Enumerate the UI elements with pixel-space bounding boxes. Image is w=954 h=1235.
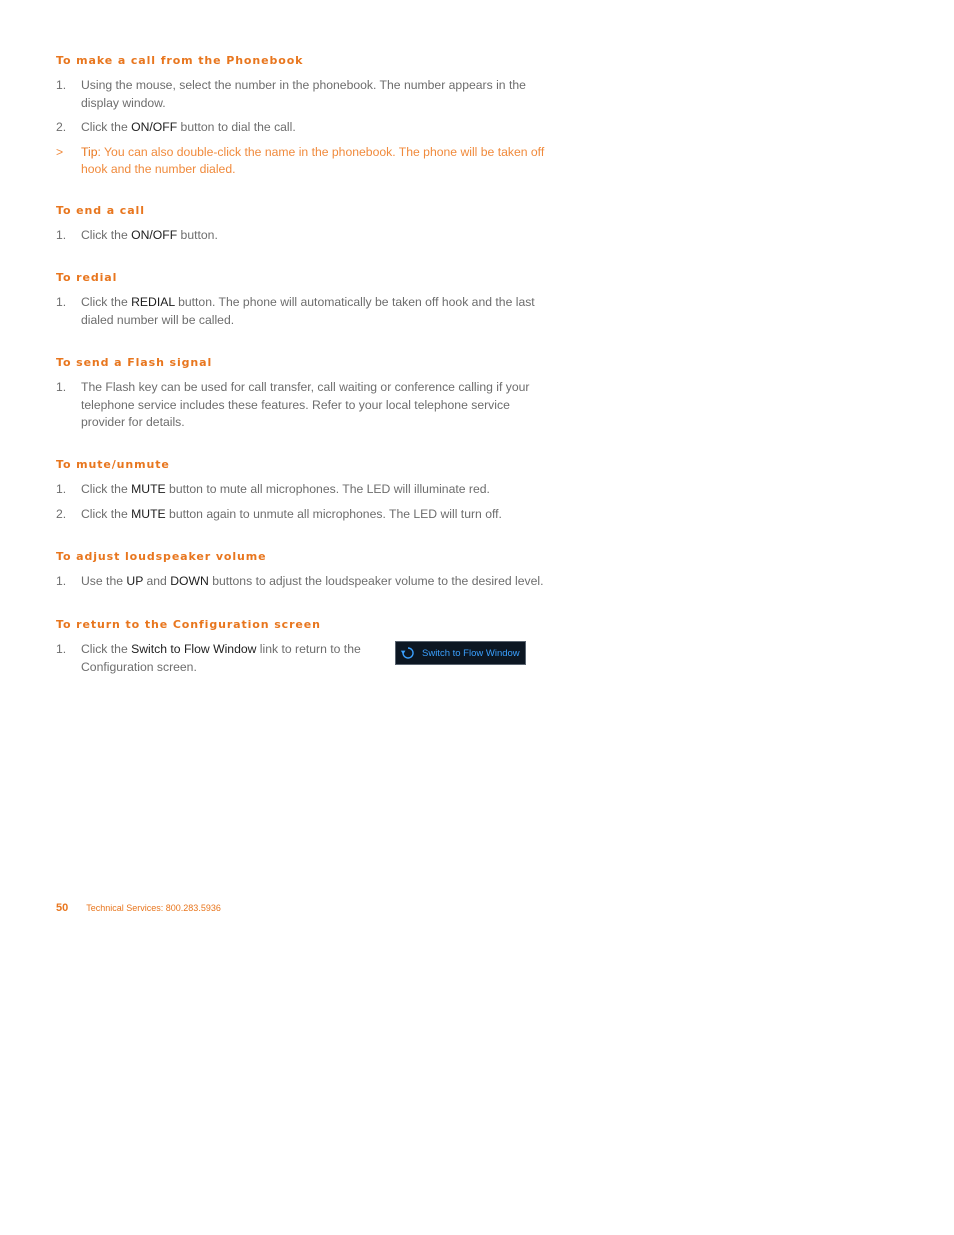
item-text: and <box>143 574 171 588</box>
button-name: UP <box>126 574 144 588</box>
switch-to-flow-window-label: Switch to Flow Window <box>422 647 520 659</box>
section-heading: To end a call <box>56 204 145 217</box>
tip-label: Tip <box>81 144 98 159</box>
item-text: button again to unmute all microphones. The LED will turn off. <box>165 506 502 521</box>
tip-note <box>56 144 556 179</box>
list-item <box>56 294 556 329</box>
item-text: Click the <box>81 642 132 656</box>
item-number: 1. <box>56 78 67 92</box>
list-item <box>56 227 556 245</box>
button-name: Switch to Flow Window <box>131 642 257 656</box>
item-text: Click the <box>81 120 132 134</box>
tip-text: : You can also double-click the name in the phonebook. The phone will be taken off hook and the number dialed. <box>81 144 545 176</box>
item-number: 1. <box>56 295 67 309</box>
item-text: Click the <box>81 506 132 521</box>
item-number: 1. <box>56 482 67 496</box>
section-redial <box>56 271 556 336</box>
page-footer <box>56 902 221 914</box>
list-item <box>56 641 366 676</box>
list-item <box>56 481 556 499</box>
section-flash-signal <box>56 356 556 439</box>
section-loudspeaker-volume <box>56 550 576 598</box>
section-mute <box>56 458 556 530</box>
item-number: 1. <box>56 574 67 588</box>
technical-services-text: Technical Services: 800.283.5936 <box>86 903 221 913</box>
item-number: 1. <box>56 228 67 242</box>
tip-marker: > <box>56 144 64 159</box>
item-text: Use the <box>81 574 127 588</box>
item-text: link to return to the Configuration screen. <box>81 642 361 674</box>
section-heading: To adjust loudspeaker volume <box>56 550 267 563</box>
section-heading: To send a Flash signal <box>56 356 213 369</box>
list-item <box>56 119 556 137</box>
list-item <box>56 77 556 112</box>
item-text: The Flash key can be used for call transfer, call waiting or conference calling if your telephone service includes these features. Refer to your local telephone service provider for details. <box>81 380 530 429</box>
item-text: button to dial the call. <box>177 120 296 134</box>
page-number: 50 <box>56 902 69 914</box>
switch-to-flow-window-button[interactable] <box>395 641 526 665</box>
item-number: 2. <box>56 120 67 134</box>
section-heading: To make a call from the Phonebook <box>56 54 304 67</box>
item-text: button. The phone will automatically be taken off hook and the last dialed number will be called. <box>81 295 535 327</box>
item-text: buttons to adjust the loudspeaker volume to the desired level. <box>208 574 544 588</box>
item-number: 1. <box>56 380 67 394</box>
item-text: Click the <box>81 228 132 242</box>
list-item <box>56 379 556 432</box>
item-number: 2. <box>56 506 67 521</box>
section-heading: To return to the Configuration screen <box>56 618 321 631</box>
list-item <box>56 573 576 591</box>
button-name: DOWN <box>170 574 209 588</box>
section-heading: To redial <box>56 271 118 284</box>
button-name: MUTE <box>131 482 166 496</box>
section-heading: To mute/unmute <box>56 458 170 471</box>
section-phonebook-call <box>56 54 556 186</box>
section-end-call <box>56 204 556 252</box>
button-name: ON/OFF <box>131 120 178 134</box>
item-text: button. <box>177 228 218 242</box>
item-text: Click the <box>81 295 132 309</box>
item-text: button to mute all microphones. The LED will illuminate red. <box>165 482 490 496</box>
item-text: Click the <box>81 482 132 496</box>
refresh-arrow-icon <box>400 646 416 660</box>
item-number: 1. <box>56 642 67 656</box>
button-name: ON/OFF <box>131 228 178 242</box>
list-item <box>56 506 556 524</box>
button-name: REDIAL <box>131 295 175 309</box>
item-text: Using the mouse, select the number in the phonebook. The number appears in the display window. <box>81 78 526 110</box>
button-name: MUTE <box>131 506 166 521</box>
